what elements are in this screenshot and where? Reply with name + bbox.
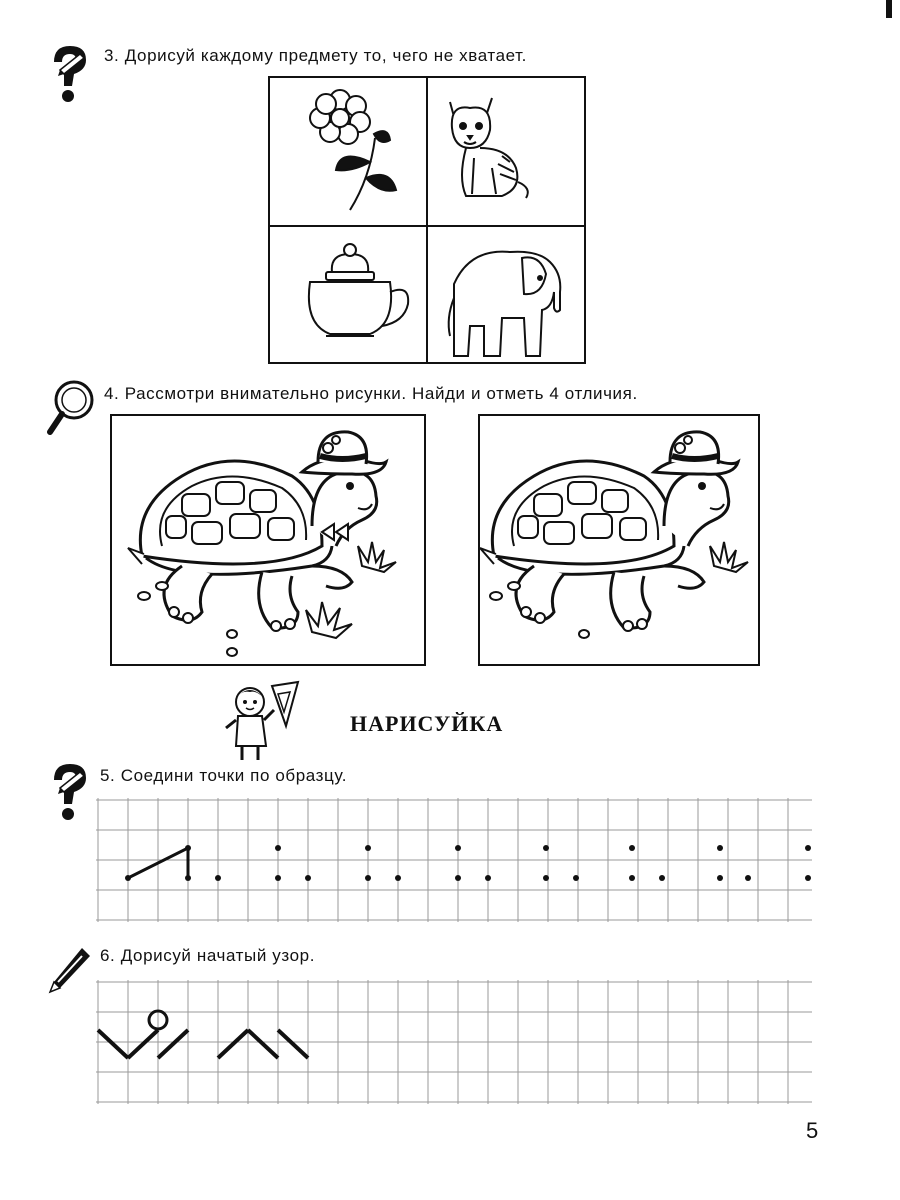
task-5-text: 5. Соедини точки по образцу. [100, 766, 348, 785]
pattern-stroke [248, 1030, 278, 1058]
grid-dot [455, 875, 461, 881]
pattern-stroke [218, 1030, 248, 1058]
grid-dot [805, 845, 811, 851]
task-4-icon [46, 378, 98, 436]
page-edge-mark [886, 0, 892, 18]
grass-detail [306, 602, 352, 638]
task-6-text: 6. Дорисуй начатый узор. [100, 946, 316, 965]
grid-dot [573, 875, 579, 881]
grid-dot [629, 875, 635, 881]
dot-grid [96, 798, 812, 922]
grid-dot [275, 875, 281, 881]
picture-right [478, 414, 760, 666]
pattern-stroke [278, 1030, 308, 1058]
cat-drawing [450, 98, 528, 198]
grid-dot [365, 845, 371, 851]
grid-dot [543, 875, 549, 881]
task-3-text: 3. Дорисуй каждому предмету то, чего не хватает. [104, 46, 527, 65]
grid-dot [275, 845, 281, 851]
elephant-drawing [449, 252, 561, 356]
picture-left [110, 414, 426, 666]
page-number: 5 [806, 1118, 819, 1143]
grid-dot [485, 875, 491, 881]
task-4-text: 4. Рассмотри внимательно рисунки. Найди и отметь 4 отличия. [104, 384, 638, 403]
grid-dot [717, 845, 723, 851]
grid-dot [215, 875, 221, 881]
grid-dot [745, 875, 751, 881]
grid-dot [185, 845, 191, 851]
pattern-stroke [158, 1030, 188, 1058]
pattern-grid [96, 980, 812, 1104]
grid-dot [125, 875, 131, 881]
question-pencil-icon [46, 760, 94, 824]
grid-dot [365, 875, 371, 881]
grid-dot [629, 845, 635, 851]
grid-dot [659, 875, 665, 881]
boy-mascot-icon [222, 680, 302, 764]
section-heading: НАРИСУЙКА [350, 711, 504, 736]
pencil-icon [46, 944, 92, 996]
grid-dot [805, 875, 811, 881]
pattern-stroke [98, 1030, 128, 1058]
grid-dot [717, 875, 723, 881]
grid-dot [543, 845, 549, 851]
teapot-drawing [309, 244, 408, 336]
flower-drawing [310, 90, 396, 210]
magnifier-icon [46, 378, 98, 436]
task-5-icon [46, 760, 94, 824]
task-3-icon [46, 42, 94, 106]
grid-dot [395, 875, 401, 881]
question-pencil-icon [46, 42, 94, 106]
pattern-stroke [128, 1030, 158, 1058]
grid-dot [455, 845, 461, 851]
grid-dot [185, 875, 191, 881]
task-6-icon [46, 944, 92, 996]
picture-grid [268, 76, 586, 364]
grid-dot [305, 875, 311, 881]
